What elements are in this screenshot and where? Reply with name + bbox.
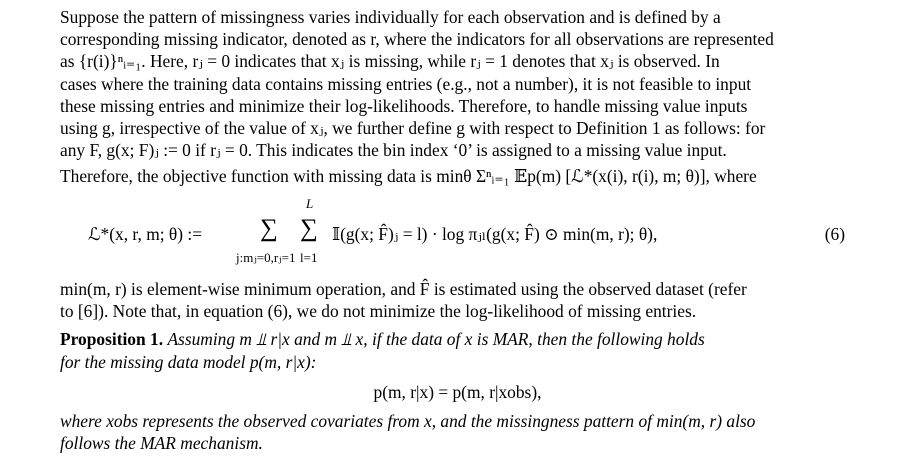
text-line: corresponding missing indicator, denoted as r, where the indicators for all observations are represented	[60, 29, 774, 50]
text-line: to [6]). Note that, in equation (6), we do not minimize the log-likelihood of missing entries.	[60, 301, 697, 322]
text-line: cases where the training data contains missing entries (e.g., not a number), it is not feasible to input	[60, 73, 752, 94]
summation-symbol: ∑	[260, 214, 278, 242]
text-line: any F, g(x; F)ⱼ := 0 if rⱼ = 0. This indicates the bin index ‘0’ is assigned to a missing value input.	[60, 140, 727, 161]
sum-subscript: l=1	[300, 249, 318, 265]
proposition-text: Assuming m ⫫ r|x and m ⫫ x, if the data of x is MAR, then the following holds	[167, 329, 705, 350]
sum-subscript: j:mⱼ=0,rⱼ=1	[236, 249, 296, 265]
sum-upper-limit: L	[306, 195, 314, 211]
text-line: for the missing data model p(m, r|x):	[60, 351, 317, 372]
equation-lhs: ℒ*(x, r, m; θ) :=	[88, 223, 203, 244]
proposition-1	[60, 328, 855, 454]
text-line	[60, 328, 855, 350]
summation-symbol: ∑	[300, 214, 318, 242]
proposition-label: Proposition 1.	[60, 329, 164, 350]
equation-body: 𝕀(g(x; F̂)ⱼ = l) · log πⱼₗ(g(x; F̂) ⊙ min(m, r); θ),	[332, 223, 658, 244]
text-line: Therefore, the objective function with missing data is minθ Σⁿᵢ₌₁ 𝔼p(m) [ℒ*(x(i), r(i), m; θ)], where	[60, 166, 757, 187]
text-line: using g, irrespective of the value of xⱼ, we further define g with respect to Definition 1 as follows: for	[60, 118, 766, 139]
text-line: Suppose the pattern of missingness varies individually for each observation and is defined by a	[60, 7, 721, 27]
paragraph-min-operation	[60, 278, 855, 323]
text-line: where xobs represents the observed covariates from x, and the missingness pattern of min(m, r) also	[60, 410, 756, 431]
equation-6	[60, 190, 855, 276]
text-line: these missing entries and minimize their log-likelihoods. Therefore, to handle missing value inputs	[60, 95, 748, 116]
proposition-equation: p(m, r|x) = p(m, r|xobs),	[373, 382, 542, 403]
paragraph-objective	[60, 165, 855, 187]
equation-number: (6)	[824, 223, 845, 244]
paragraph-missingness	[60, 6, 855, 161]
text-line: follows the MAR mechanism.	[60, 433, 263, 454]
text-line: min(m, r) is element-wise minimum operation, and F̂ is estimated using the observed dataset (refer	[60, 278, 747, 299]
paper-page	[60, 6, 855, 454]
text-line: as {r(i)}ⁿᵢ₌₁. Here, rⱼ = 0 indicates that xⱼ is missing, while rⱼ = 1 denotes that xⱼ is observed. In	[60, 51, 720, 72]
